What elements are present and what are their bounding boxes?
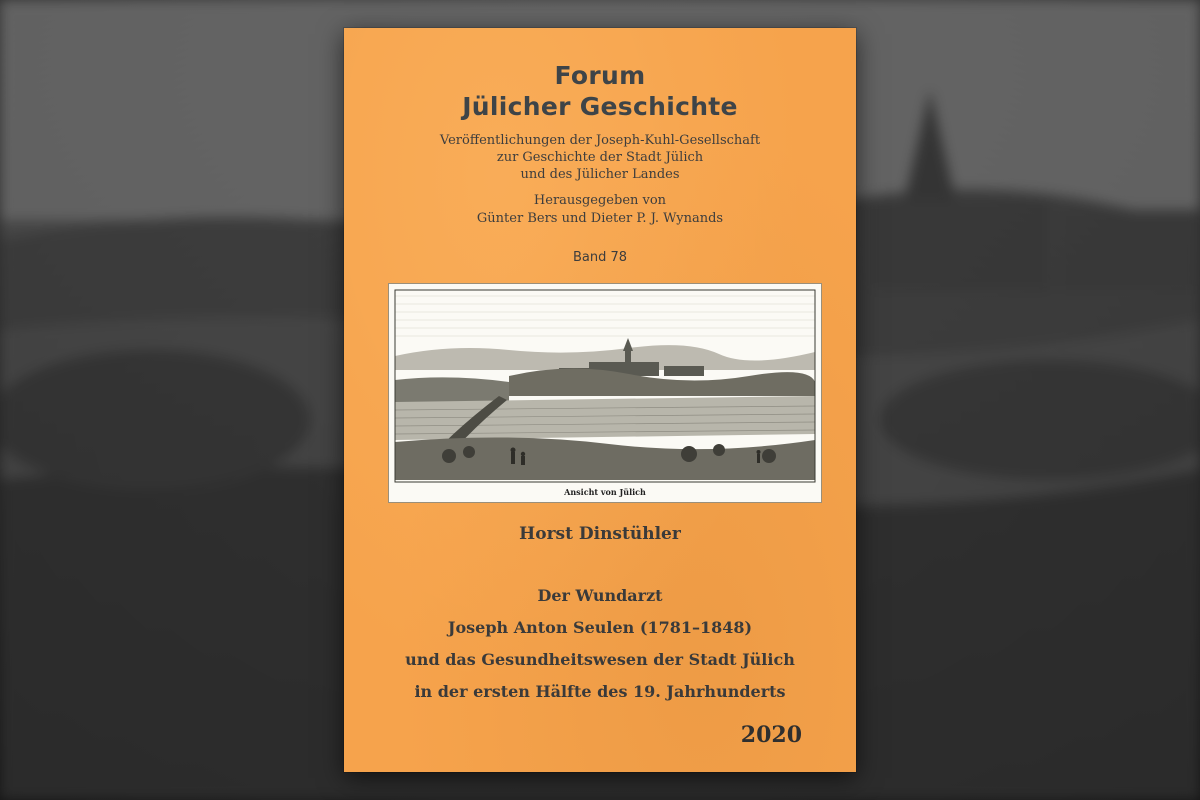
book-title-line-4: in der ersten Hälfte des 19. Jahrhunderts [414,682,786,701]
publication-description-line-1: Veröffentlichungen der Joseph-Kuhl-Gesellschaft [439,133,761,148]
publication-year: 2020 [740,722,802,748]
series-title [344,60,856,122]
editors-label: Herausgegeben von [533,193,667,208]
publication-description-line-2: zur Geschichte der Stadt Jülich [496,150,704,165]
editors-names: Günter Bers und Dieter P. J. Wynands [476,211,724,226]
publication-description [344,132,856,183]
book-title-line-1: Der Wundarzt [537,586,663,605]
book-cover [344,28,856,772]
book-title-line-3: und das Gesundheitswesen der Stadt Jülich [405,650,795,669]
book-title-line-2: Joseph Anton Seulen (1781–1848) [447,618,753,637]
series-title-line-2: Jülicher Geschichte [462,92,738,121]
book-title [344,580,856,708]
author-name: Horst Dinstühler [519,524,681,544]
publication-description-line-3: und des Jülicher Landes [520,167,680,182]
series-title-line-1: Forum [554,61,646,90]
editors-block [344,192,856,228]
engraving-drawing [389,284,821,502]
engraving-image [388,283,822,503]
engraving-caption: Ansicht von Jülich [564,487,646,497]
volume-number: Band 78 [572,250,628,265]
